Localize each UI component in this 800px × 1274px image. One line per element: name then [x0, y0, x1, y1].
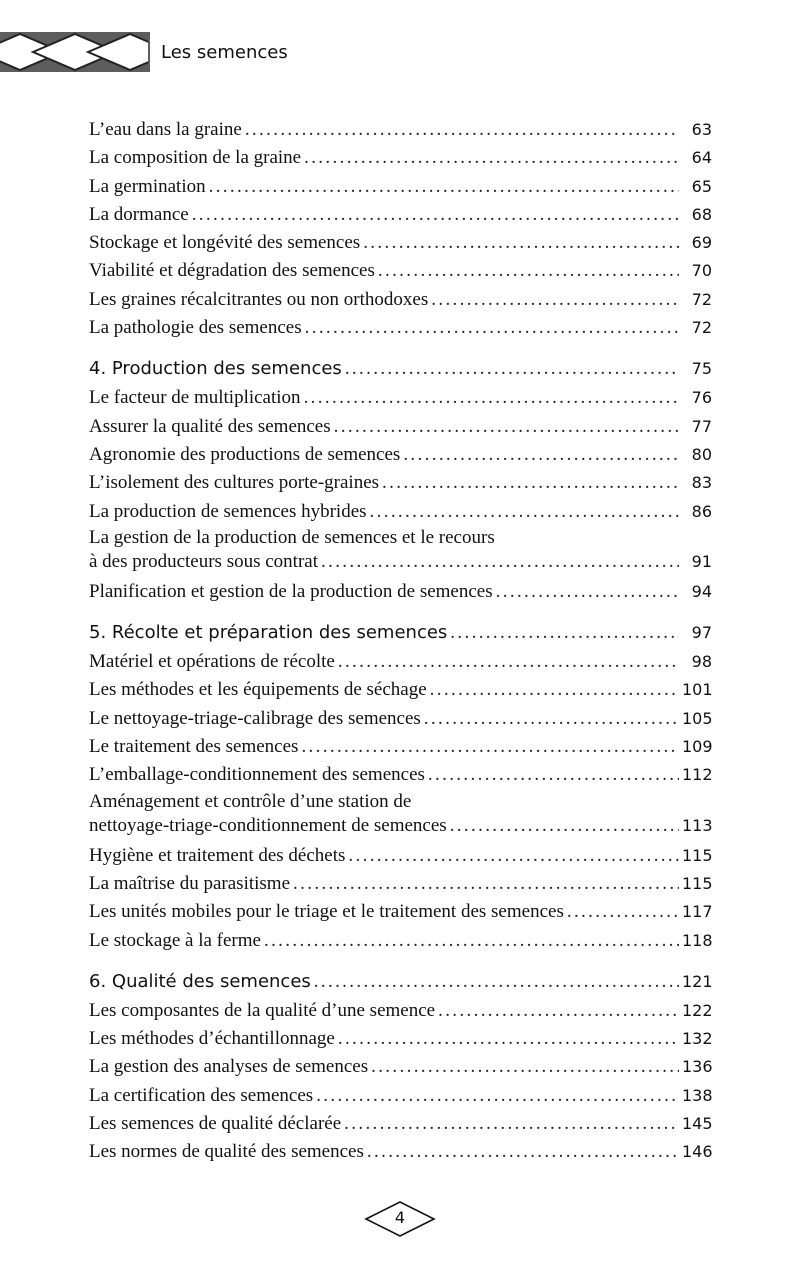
entry-label: Les semences de qualité déclarée	[89, 1113, 342, 1135]
page-number: 121	[682, 971, 713, 991]
entry-label: Le traitement des semences	[89, 736, 299, 758]
dot-leader	[363, 229, 679, 257]
entry-label: La composition de la graine	[89, 147, 302, 169]
entry-label: Assurer la qualité des semences	[89, 415, 331, 437]
toc-entry[interactable]	[89, 927, 712, 955]
toc-entry[interactable]	[89, 578, 712, 606]
page-number: 76	[691, 388, 712, 408]
dot-leader	[338, 648, 679, 676]
toc-group	[89, 384, 712, 525]
toc-group	[89, 116, 712, 342]
toc-group	[89, 842, 712, 955]
toc-entry[interactable]	[89, 1082, 712, 1110]
toc-entry[interactable]	[89, 898, 712, 926]
toc-entry[interactable]	[89, 997, 712, 1025]
table-of-contents	[89, 116, 712, 1167]
toc-group	[89, 997, 712, 1167]
page-number: 115	[682, 873, 713, 893]
dot-leader	[378, 257, 679, 285]
entry-label-line: La gestion de la production de semences et le recours	[89, 526, 495, 548]
page-number: 63	[691, 120, 712, 139]
dot-leader	[314, 967, 679, 997]
toc-entry[interactable]	[89, 144, 712, 172]
toc-entry[interactable]	[89, 116, 712, 144]
dot-leader	[293, 870, 679, 898]
entry-label: Les normes de qualité des semences	[89, 1141, 364, 1163]
entry-label: La maîtrise du parasitisme	[89, 872, 291, 894]
chapter-title: 6. Qualité des semences	[89, 970, 311, 992]
dot-leader	[338, 1025, 679, 1053]
chapter-title: 5. Récolte et préparation des semences	[89, 622, 448, 644]
page-number: 109	[682, 737, 713, 757]
page-number: 117	[682, 902, 713, 922]
toc-chapter-4[interactable]	[89, 354, 712, 384]
toc-entry[interactable]	[89, 173, 712, 201]
page-number: 98	[691, 652, 712, 672]
toc-entry[interactable]	[89, 413, 712, 441]
entry-label: Planification et gestion de la production de semences	[89, 580, 493, 602]
entry-label: Hygiène et traitement des déchets	[89, 844, 346, 866]
dot-leader	[438, 997, 679, 1025]
entry-label: La gestion des analyses de semences	[89, 1056, 369, 1078]
page-number: 122	[682, 1000, 713, 1020]
entry-label: Le stockage à la ferme	[89, 929, 261, 951]
page-number: 113	[682, 815, 713, 835]
dot-leader	[345, 354, 679, 384]
toc-group	[89, 578, 712, 606]
page-number: 105	[682, 708, 713, 728]
dot-leader	[424, 705, 679, 733]
page-number: 112	[682, 765, 713, 785]
entry-label: Stockage et longévité des semences	[89, 232, 361, 254]
toc-entry[interactable]	[89, 441, 712, 469]
page-footer	[362, 1200, 438, 1238]
toc-entry[interactable]	[89, 1110, 712, 1138]
page-number: 80	[691, 444, 712, 464]
toc-entry[interactable]	[89, 1025, 712, 1053]
entry-label: Les méthodes d’échantillonnage	[89, 1028, 335, 1050]
toc-entry[interactable]	[89, 229, 712, 257]
dot-leader	[370, 498, 679, 526]
toc-chapter-5[interactable]	[89, 618, 712, 648]
page-number: 70	[691, 261, 712, 281]
dot-leader	[192, 201, 679, 229]
dot-leader	[344, 1110, 679, 1138]
toc-entry[interactable]	[89, 384, 712, 412]
page-number: 118	[682, 930, 713, 950]
dot-leader	[304, 144, 679, 172]
dot-leader	[431, 286, 679, 314]
page-number: 146	[682, 1142, 713, 1162]
entry-label-line: Aménagement et contrôle d’une station de	[89, 790, 412, 812]
dot-leader	[209, 173, 679, 201]
toc-entry[interactable]	[89, 870, 712, 898]
dot-leader	[496, 578, 679, 606]
entry-label: Les méthodes et les équipements de séchage	[89, 679, 427, 701]
dot-leader	[567, 898, 679, 926]
page-number: 75	[691, 359, 712, 379]
page-number: 91	[691, 551, 712, 571]
entry-label: Matériel et opérations de récolte	[89, 651, 335, 673]
toc-entry[interactable]	[89, 498, 712, 526]
page-number: 69	[691, 233, 712, 253]
entry-label: Les graines récalcitrantes ou non orthodoxes	[89, 288, 429, 310]
dot-leader	[321, 550, 679, 574]
entry-label-line: à des producteurs sous contrat	[89, 550, 318, 572]
entry-label: La certification des semences	[89, 1084, 314, 1106]
entry-label: Les unités mobiles pour le triage et le traitement des semences	[89, 901, 564, 923]
toc-entry[interactable]	[89, 201, 712, 229]
page-number: 72	[691, 289, 712, 309]
toc-entry[interactable]	[89, 790, 712, 842]
toc-entry[interactable]	[89, 1138, 712, 1166]
page-number: 145	[682, 1114, 713, 1134]
toc-chapter-6[interactable]	[89, 967, 712, 997]
dot-leader	[382, 469, 679, 497]
toc-entry[interactable]	[89, 469, 712, 497]
page-number: 68	[691, 204, 712, 224]
entry-label: La production de semences hybrides	[89, 500, 367, 522]
toc-entry[interactable]	[89, 257, 712, 285]
dot-leader	[305, 314, 679, 342]
entry-label: L’eau dans la graine	[89, 119, 242, 140]
toc-entry[interactable]	[89, 286, 712, 314]
entry-label: Le facteur de multiplication	[89, 387, 301, 409]
page-number: 83	[691, 473, 712, 493]
dot-leader	[348, 842, 679, 870]
entry-label: Agronomie des productions de semences	[89, 443, 401, 465]
page-number: 132	[682, 1029, 713, 1049]
dot-leader	[334, 413, 679, 441]
toc-entry[interactable]	[89, 314, 712, 342]
dot-leader	[428, 761, 679, 789]
dot-leader	[403, 441, 679, 469]
dot-leader	[450, 618, 679, 648]
page-number: 138	[682, 1085, 713, 1105]
dot-leader	[450, 814, 679, 838]
entry-label-line: nettoyage-triage-conditionnement de semences	[89, 814, 447, 836]
toc-entry[interactable]	[89, 842, 712, 870]
page-number-footer: 4	[394, 1208, 406, 1227]
page-number: 64	[691, 148, 712, 168]
entry-label: Le nettoyage-triage-calibrage des semences	[89, 707, 421, 729]
dot-leader	[245, 116, 679, 144]
diamond-pattern-icon	[0, 32, 150, 72]
toc-entry[interactable]	[89, 648, 712, 676]
entry-label: La dormance	[89, 203, 189, 225]
dot-leader	[367, 1138, 679, 1166]
page-number: 94	[691, 581, 712, 601]
entry-label: Viabilité et dégradation des semences	[89, 260, 375, 282]
dot-leader	[371, 1053, 679, 1081]
toc-group	[89, 648, 712, 789]
page-number: 101	[682, 680, 713, 700]
page-number: 86	[691, 501, 712, 521]
page-number: 115	[682, 845, 713, 865]
dot-leader	[264, 927, 679, 955]
running-head-title: Les semences	[161, 42, 288, 63]
dot-leader	[304, 384, 679, 412]
dot-leader	[301, 733, 679, 761]
toc-entry[interactable]	[89, 1053, 712, 1081]
page-number: 136	[682, 1057, 713, 1077]
entry-label: L’emballage-conditionnement des semences	[89, 764, 425, 786]
toc-entry[interactable]	[89, 705, 712, 733]
entry-label: La pathologie des semences	[89, 317, 302, 339]
page-number: 72	[691, 318, 712, 338]
page-header	[0, 32, 800, 72]
page-number: 97	[691, 623, 712, 643]
toc-entry[interactable]	[89, 526, 712, 578]
dot-leader	[430, 676, 679, 704]
toc-entry[interactable]	[89, 676, 712, 704]
entry-label: Les composantes de la qualité d’une semence	[89, 999, 436, 1021]
dot-leader	[316, 1082, 679, 1110]
header-diamond-band	[0, 32, 150, 72]
page-number: 77	[691, 416, 712, 436]
chapter-title: 4. Production des semences	[89, 358, 342, 380]
entry-label: L’isolement des cultures porte-graines	[89, 472, 380, 494]
page-number: 65	[691, 176, 712, 196]
entry-label: La germination	[89, 175, 206, 197]
toc-entry[interactable]	[89, 733, 712, 761]
toc-entry[interactable]	[89, 761, 712, 789]
